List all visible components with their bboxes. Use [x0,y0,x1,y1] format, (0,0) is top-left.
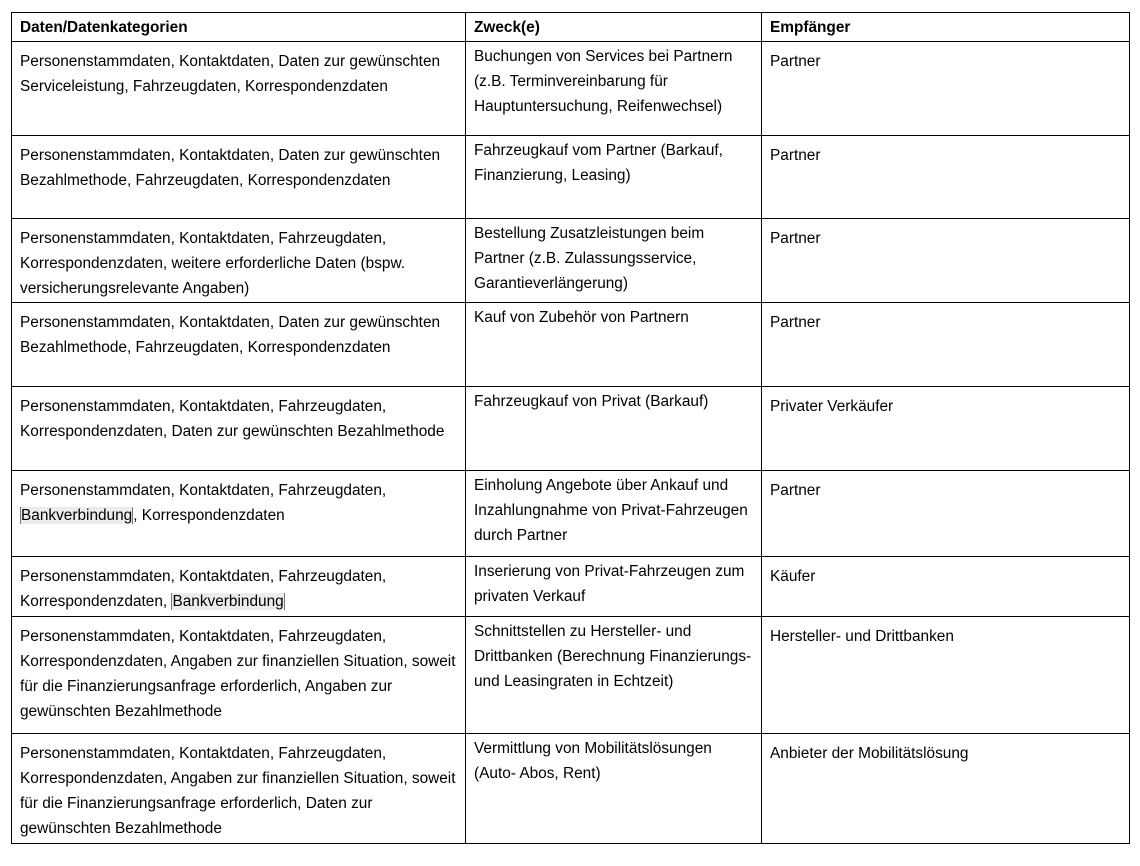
cell-empfaenger: Partner [762,136,1130,219]
cell-empfaenger: Käufer [762,557,1130,617]
cell-empfaenger: Privater Verkäufer [762,387,1130,471]
cell-empfaenger: Partner [762,42,1130,136]
cell-daten: Personenstammdaten, Kontaktdaten, Fahrzeugdaten, Korrespondenzdaten, Angaben zur finanziellen Situation, soweit für die Finanzierungsanfrage erforderlich, Daten zur gewünschten Bezahlmethode [12,734,466,844]
table-row [12,471,1130,557]
daten-text: , Korrespondenzdaten [133,507,285,524]
cell-empfaenger: Partner [762,219,1130,303]
cell-daten: Personenstammdaten, Kontaktdaten, Daten zur gewünschten Serviceleistung, Fahrzeugdaten, Korrespondenzdaten [12,42,466,136]
table-row [12,557,1130,617]
cell-zweck: Bestellung Zusatzleistungen beim Partner (z.B. Zulassungsservice, Garantieverlängerung) [466,219,762,303]
table-row [12,219,1130,303]
cell-empfaenger: Partner [762,471,1130,557]
table-row [12,617,1130,734]
highlighted-field-bankverbindung: Bankverbindung [172,593,284,610]
highlighted-field-bankverbindung: Bankverbindung [21,507,133,524]
cell-zweck: Inserierung von Privat-Fahrzeugen zum privaten Verkauf [466,557,762,617]
table-row [12,42,1130,136]
cell-zweck: Kauf von Zubehör von Partnern [466,303,762,387]
cell-empfaenger: Partner [762,303,1130,387]
header-empfaenger: Empfänger [762,13,1130,42]
header-daten: Daten/Datenkategorien [12,13,466,42]
cell-empfaenger: Hersteller- und Drittbanken [762,617,1130,734]
table-row [12,387,1130,471]
cell-zweck: Fahrzeugkauf vom Partner (Barkauf, Finanzierung, Leasing) [466,136,762,219]
cell-zweck: Vermittlung von Mobilitätslösungen (Auto- Abos, Rent) [466,734,762,844]
daten-text: Personenstammdaten, Kontaktdaten, Fahrzeugdaten, [20,482,387,499]
table-row [12,136,1130,219]
cell-daten: Personenstammdaten, Kontaktdaten, Daten zur gewünschten Bezahlmethode, Fahrzeugdaten, Korrespondenzdaten [12,303,466,387]
cell-zweck: Einholung Angebote über Ankauf und Inzahlungnahme von Privat-Fahrzeugen durch Partner [466,471,762,557]
cell-zweck: Fahrzeugkauf von Privat (Barkauf) [466,387,762,471]
daten-text: Personenstammdaten, Kontaktdaten, Fahrzeugdaten, Korrespondenzdaten, [20,568,387,610]
table-header-row [12,13,1130,42]
cell-empfaenger: Anbieter der Mobilitätslösung [762,734,1130,844]
cell-daten [12,557,466,617]
table-row [12,303,1130,387]
cell-daten [12,471,466,557]
table-row [12,734,1130,844]
cell-daten: Personenstammdaten, Kontaktdaten, Fahrzeugdaten, Korrespondenzdaten, Daten zur gewünschten Bezahlmethode [12,387,466,471]
cell-zweck: Schnittstellen zu Hersteller- und Drittbanken (Berechnung Finanzierungs- und Leasingraten in Echtzeit) [466,617,762,734]
cell-daten: Personenstammdaten, Kontaktdaten, Daten zur gewünschten Bezahlmethode, Fahrzeugdaten, Korrespondenzdaten [12,136,466,219]
data-processing-table [11,12,1130,844]
cell-daten: Personenstammdaten, Kontaktdaten, Fahrzeugdaten, Korrespondenzdaten, weitere erforderliche Daten (bspw. versicherungsrelevante Angaben) [12,219,466,303]
cell-daten: Personenstammdaten, Kontaktdaten, Fahrzeugdaten, Korrespondenzdaten, Angaben zur finanziellen Situation, soweit für die Finanzierungsanfrage erforderlich, Angaben zur gewünschten Bezahlmethode [12,617,466,734]
header-zweck: Zweck(e) [466,13,762,42]
cell-zweck: Buchungen von Services bei Partnern (z.B. Terminvereinbarung für Hauptuntersuchung, Reifenwechsel) [466,42,762,136]
